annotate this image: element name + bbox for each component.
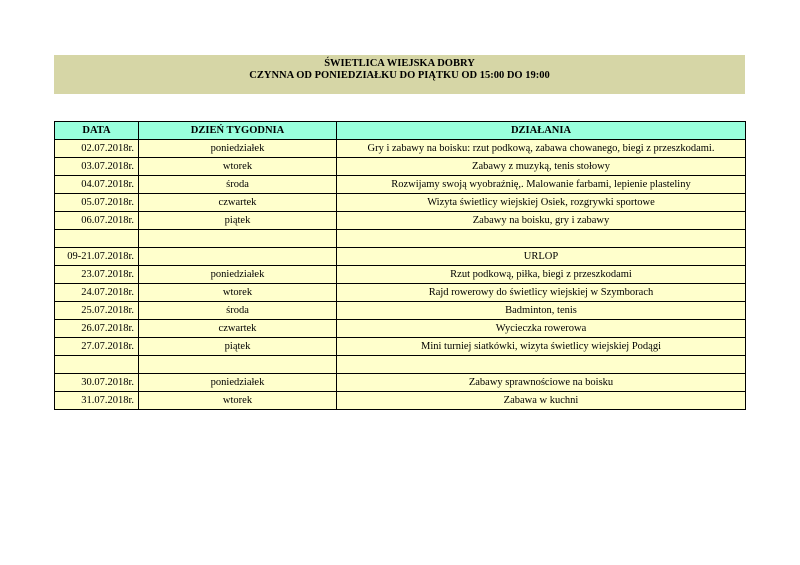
cell-activity: Rajd rowerowy do świetlicy wiejskiej w Szymborach xyxy=(337,284,746,302)
cell-activity: URLOP xyxy=(337,248,746,266)
cell-day xyxy=(139,356,337,374)
table-row xyxy=(55,284,746,302)
header-subtitle: CZYNNA OD PONIEDZIAŁKU DO PIĄTKU OD 15:00 DO 19:00 xyxy=(249,70,550,81)
schedule-header xyxy=(54,55,745,94)
table-row xyxy=(55,338,746,356)
table-header-row xyxy=(55,122,746,140)
table-row xyxy=(55,248,746,266)
cell-activity: Zabawy sprawnościowe na boisku xyxy=(337,374,746,392)
cell-day: wtorek xyxy=(139,158,337,176)
cell-date: 23.07.2018r. xyxy=(55,266,139,284)
cell-day xyxy=(139,248,337,266)
cell-activity: Badminton, tenis xyxy=(337,302,746,320)
cell-day: czwartek xyxy=(139,320,337,338)
table-row xyxy=(55,212,746,230)
table-row xyxy=(55,230,746,248)
cell-day: poniedziałek xyxy=(139,266,337,284)
cell-activity: Wycieczka rowerowa xyxy=(337,320,746,338)
table-row xyxy=(55,194,746,212)
cell-date: 04.07.2018r. xyxy=(55,176,139,194)
table-row xyxy=(55,392,746,410)
cell-day: wtorek xyxy=(139,392,337,410)
cell-activity: Zabawy z muzyką, tenis stołowy xyxy=(337,158,746,176)
cell-date xyxy=(55,230,139,248)
cell-activity: Zabawy na boisku, gry i zabawy xyxy=(337,212,746,230)
table-row xyxy=(55,302,746,320)
cell-day: poniedziałek xyxy=(139,140,337,158)
cell-day: środa xyxy=(139,176,337,194)
cell-date: 24.07.2018r. xyxy=(55,284,139,302)
cell-date: 25.07.2018r. xyxy=(55,302,139,320)
cell-day: czwartek xyxy=(139,194,337,212)
column-header-date: DATA xyxy=(55,122,139,140)
cell-date: 31.07.2018r. xyxy=(55,392,139,410)
cell-day: wtorek xyxy=(139,284,337,302)
cell-date: 06.07.2018r. xyxy=(55,212,139,230)
cell-activity xyxy=(337,230,746,248)
table-row xyxy=(55,158,746,176)
cell-date: 02.07.2018r. xyxy=(55,140,139,158)
cell-activity: Rozwijamy swoją wyobraźnię,. Malowanie farbami, lepienie plasteliny xyxy=(337,176,746,194)
column-header-activities: DZIAŁANIA xyxy=(337,122,746,140)
cell-day: środa xyxy=(139,302,337,320)
cell-activity: Gry i zabawy na boisku: rzut podkową, zabawa chowanego, biegi z przeszkodami. xyxy=(337,140,746,158)
cell-date: 05.07.2018r. xyxy=(55,194,139,212)
cell-date: 26.07.2018r. xyxy=(55,320,139,338)
cell-day xyxy=(139,230,337,248)
cell-activity: Rzut podkową, piłka, biegi z przeszkodami xyxy=(337,266,746,284)
cell-date: 30.07.2018r. xyxy=(55,374,139,392)
cell-day: piątek xyxy=(139,338,337,356)
cell-date: 09-21.07.2018r. xyxy=(55,248,139,266)
cell-day: piątek xyxy=(139,212,337,230)
table-row xyxy=(55,374,746,392)
table-row xyxy=(55,140,746,158)
table-row xyxy=(55,176,746,194)
header-title: ŚWIETLICA WIEJSKA DOBRY xyxy=(324,58,475,69)
cell-activity xyxy=(337,356,746,374)
cell-activity: Wizyta świetlicy wiejskiej Osiek, rozgrywki sportowe xyxy=(337,194,746,212)
cell-date: 03.07.2018r. xyxy=(55,158,139,176)
cell-date: 27.07.2018r. xyxy=(55,338,139,356)
table-row xyxy=(55,266,746,284)
table-row xyxy=(55,356,746,374)
cell-activity: Mini turniej siatkówki, wizyta świetlicy wiejskiej Podągi xyxy=(337,338,746,356)
schedule-table xyxy=(54,121,746,410)
cell-date xyxy=(55,356,139,374)
column-header-day: DZIEŃ TYGODNIA xyxy=(139,122,337,140)
cell-day: poniedziałek xyxy=(139,374,337,392)
table-row xyxy=(55,320,746,338)
cell-activity: Zabawa w kuchni xyxy=(337,392,746,410)
